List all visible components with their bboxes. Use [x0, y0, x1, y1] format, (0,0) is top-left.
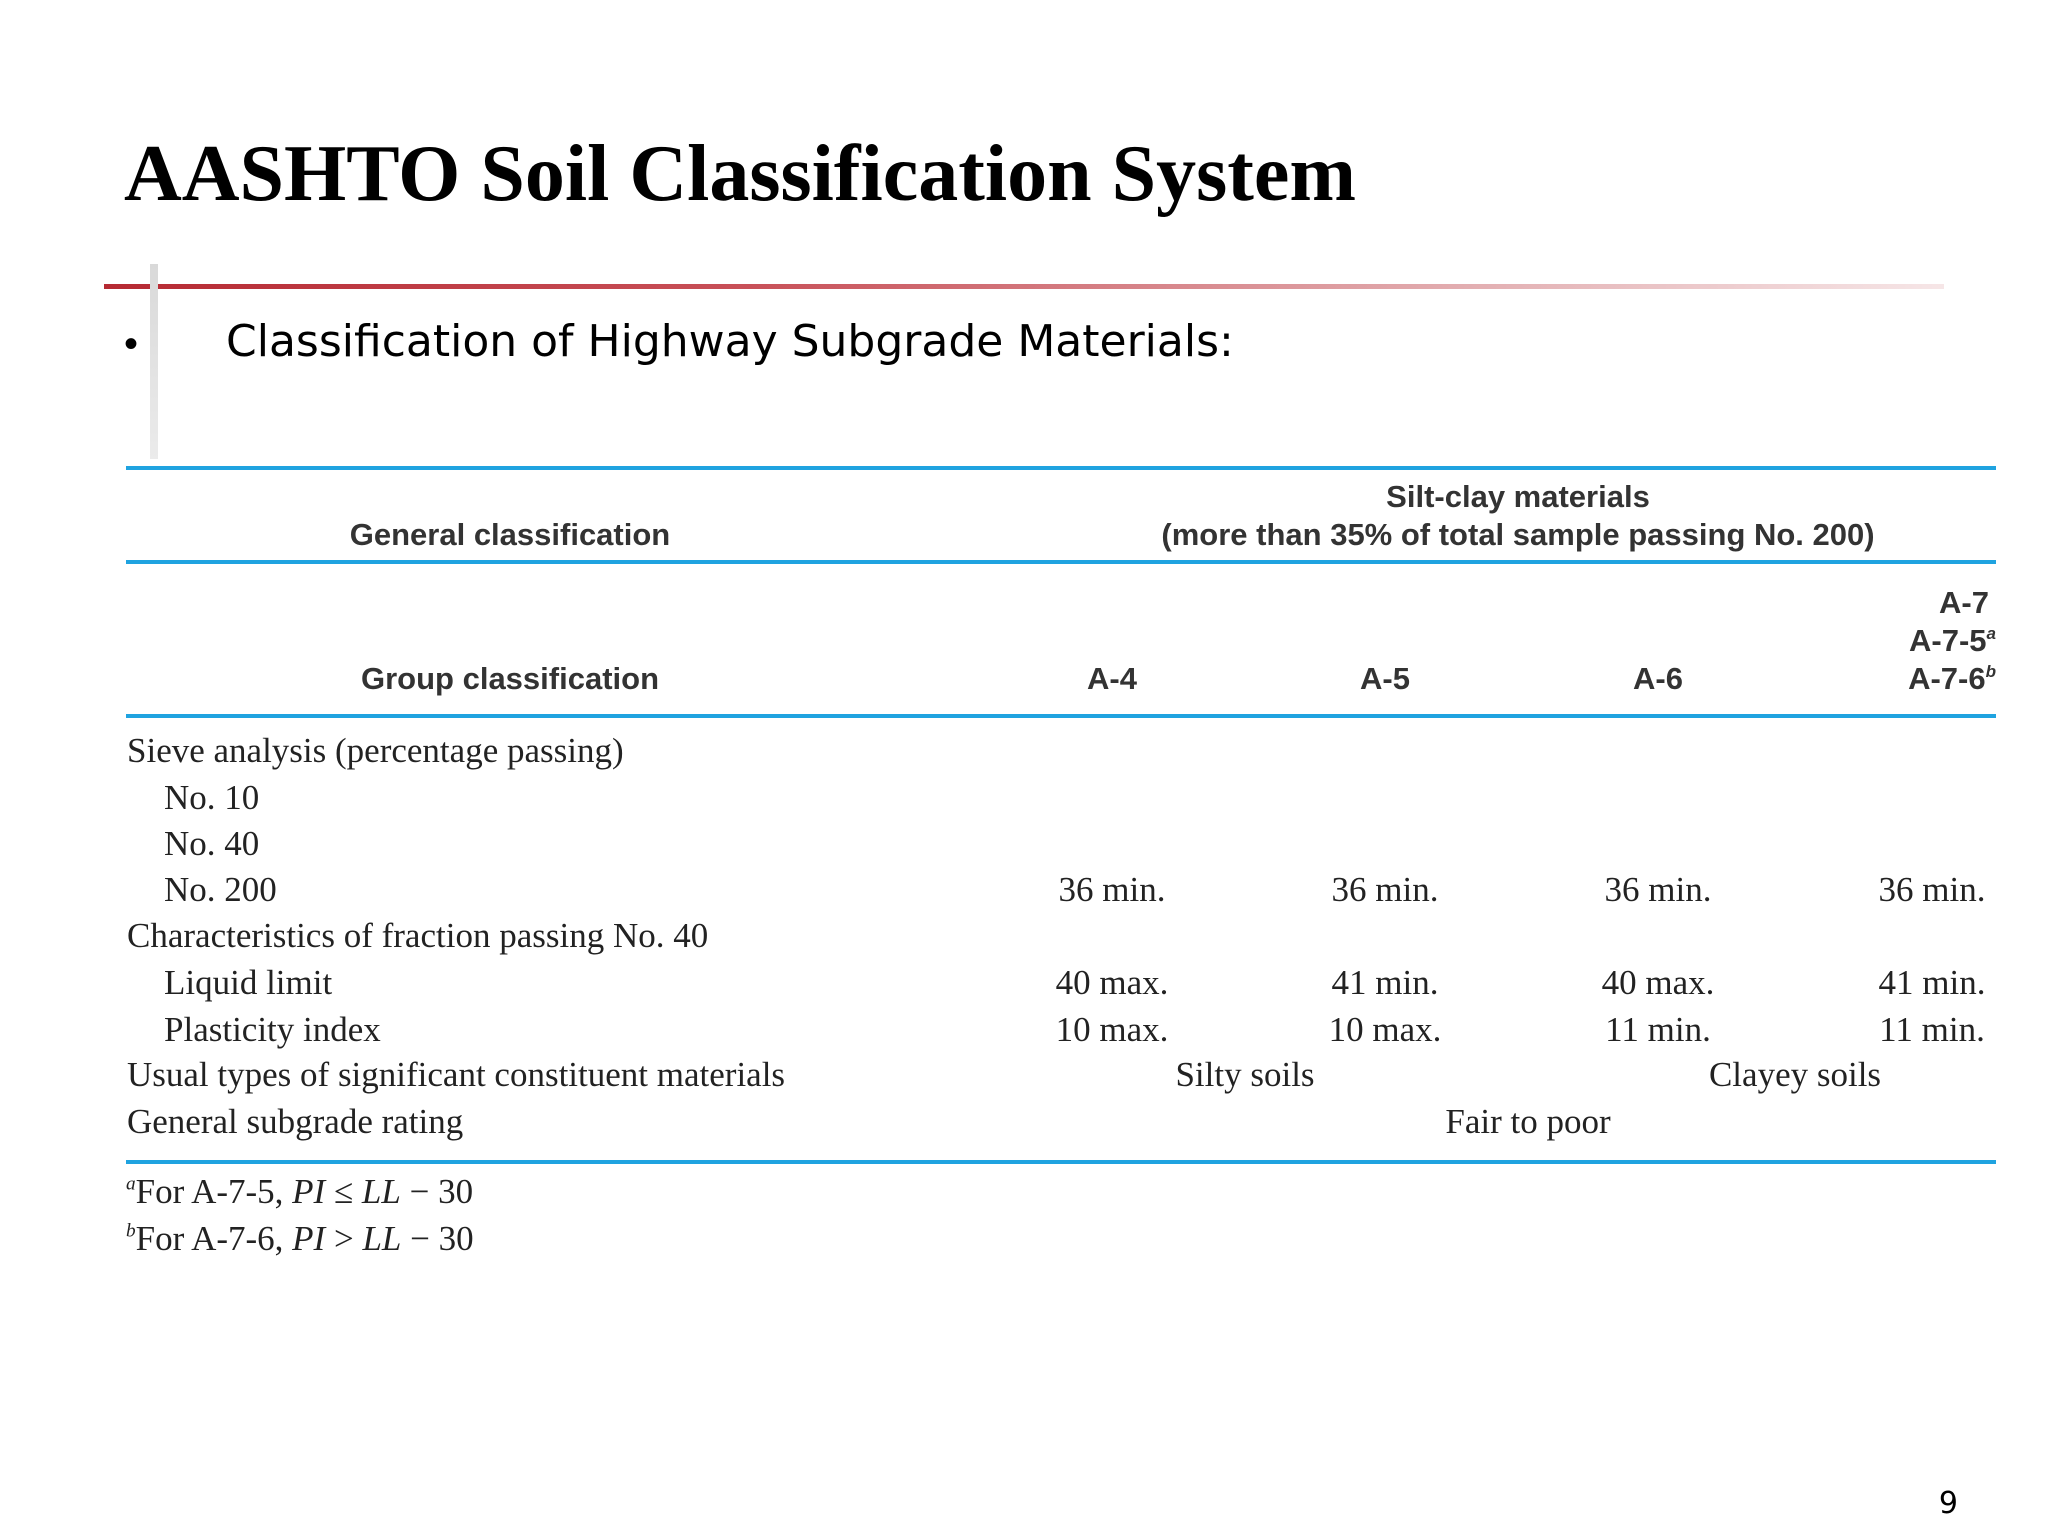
- liquid-limit-a5-value: 41 min.: [1331, 963, 1439, 1002]
- row-label-no10: No. 10: [164, 778, 260, 817]
- plasticity-index-a7-value: 11 min.: [1879, 1010, 1985, 1049]
- silt-clay-header: Silt-clay materials: [1386, 479, 1650, 514]
- group-a5-header: A-5: [1360, 661, 1410, 696]
- row-label-no200: No. 200: [164, 870, 277, 909]
- group-a76-header: A-7-6$^b$: [1908, 661, 1996, 696]
- footnote-a-marker: a: [1986, 624, 1996, 644]
- footnote-b: $^b$For A-7-6, PI > LL − 30: [126, 1219, 474, 1258]
- liquid-limit-a4-value: 40 max.: [1055, 963, 1169, 1002]
- row-label-liquid-limit: Liquid limit: [164, 963, 333, 1002]
- table-header-rule: [126, 560, 1996, 564]
- group-classification-header: Group classification: [360, 661, 660, 696]
- bullet-dot-icon: •: [124, 322, 139, 366]
- table-columns-rule: [126, 714, 1996, 718]
- group-a6-header: A-6: [1633, 661, 1683, 696]
- group-a75-header: A-7-5$^a$: [1909, 623, 1996, 658]
- row-label-plasticity-index: Plasticity index: [164, 1010, 381, 1049]
- clayey-soils-value: Clayey soils: [1708, 1055, 1882, 1094]
- row-label-no40: No. 40: [164, 824, 260, 863]
- liquid-limit-a6-value: 40 max.: [1601, 963, 1715, 1002]
- subgrade-rating-value: Fair to poor: [1445, 1102, 1611, 1141]
- table-bottom-rule: [126, 1160, 1996, 1164]
- no200-a7-value: 36 min.: [1878, 870, 1986, 909]
- row-label-sieve-analysis: Sieve analysis (percentage passing): [127, 731, 624, 770]
- footnote-b-marker: b: [1985, 662, 1996, 682]
- bullet-text: Classification of Highway Subgrade Materials:: [226, 316, 1234, 367]
- no200-a5-value: 36 min.: [1331, 870, 1439, 909]
- silty-soils-value: Silty soils: [1175, 1055, 1315, 1094]
- liquid-limit-a7-value: 41 min.: [1878, 963, 1986, 1002]
- plasticity-index-a4-value: 10 max.: [1055, 1010, 1169, 1049]
- plasticity-index-a6-value: 11 min.: [1605, 1010, 1711, 1049]
- no200-a4-value: 36 min.: [1058, 870, 1166, 909]
- row-label-characteristics: Characteristics of fraction passing No. 40: [127, 916, 709, 955]
- no200-a6-value: 36 min.: [1604, 870, 1712, 909]
- row-label-usual-types: Usual types of significant constituent materials: [127, 1055, 786, 1094]
- title-underline: [104, 284, 1944, 289]
- page-number: 9: [1938, 1486, 1958, 1521]
- silt-clay-subheader: (more than 35% of total sample passing No. 200): [1161, 517, 1875, 552]
- general-classification-header: General classification: [349, 517, 671, 552]
- group-a4-header: A-4: [1087, 661, 1137, 696]
- row-label-subgrade-rating: General subgrade rating: [127, 1102, 464, 1141]
- group-a7-header: A-7: [1939, 585, 1989, 620]
- plasticity-index-a5-value: 10 max.: [1328, 1010, 1442, 1049]
- left-accent-bar: [150, 264, 158, 459]
- table-top-rule: [126, 466, 1996, 470]
- slide-title: AASHTO Soil Classification System: [124, 130, 1356, 218]
- footnote-a: $^a$For A-7-5, PI ≤ LL − 30: [126, 1172, 474, 1211]
